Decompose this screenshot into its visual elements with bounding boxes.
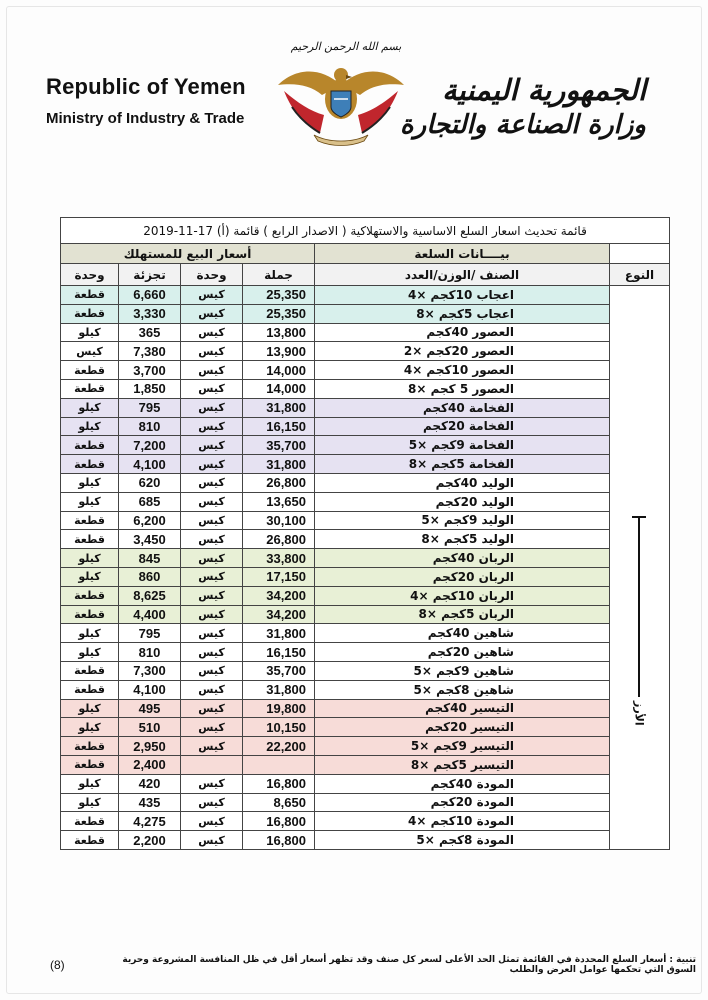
item-name-cell: الربان 40كجم xyxy=(315,549,610,568)
item-name-cell: التيسير 20كجم xyxy=(315,718,610,737)
retail-price-cell: 4,100 xyxy=(119,455,181,474)
unit-cell: قطعة xyxy=(61,661,119,680)
col-bulk-unit: وحدة xyxy=(181,264,243,286)
unit-cell: قطعة xyxy=(61,605,119,624)
col-item: الصنف /الوزن/العدد xyxy=(315,264,610,286)
retail-price-cell: 7,300 xyxy=(119,661,181,680)
wholesale-price-cell: 8,650 xyxy=(243,793,315,812)
wholesale-price-cell: 13,800 xyxy=(243,323,315,342)
wholesale-price-cell: 14,000 xyxy=(243,361,315,380)
item-name-cell: الوليد 40كجم xyxy=(315,473,610,492)
retail-price-cell: 7,200 xyxy=(119,436,181,455)
bulk-unit-cell: كيس xyxy=(181,549,243,568)
unit-cell: قطعة xyxy=(61,755,119,774)
wholesale-price-cell: 13,900 xyxy=(243,342,315,361)
wholesale-price-cell: 35,700 xyxy=(243,661,315,680)
bulk-unit-cell: كيس xyxy=(181,718,243,737)
item-name-cell: شاهين 20كجم xyxy=(315,643,610,662)
bulk-unit-cell: كيس xyxy=(181,323,243,342)
bulk-unit-cell: كيس xyxy=(181,361,243,380)
type-header-blank xyxy=(610,244,670,264)
item-name-cell: العصور 40كجم xyxy=(315,323,610,342)
table-row xyxy=(61,492,670,511)
retail-price-cell: 7,380 xyxy=(119,342,181,361)
item-name-cell: الربان 20كجم xyxy=(315,567,610,586)
unit-cell: كيلو xyxy=(61,699,119,718)
table-row xyxy=(61,379,670,398)
table-row xyxy=(61,342,670,361)
bulk-unit-cell: كيس xyxy=(181,680,243,699)
ministry-name-en: Ministry of Industry & Trade xyxy=(46,110,245,127)
basmala-text: بسم الله الرحمن الرحيم xyxy=(290,40,402,53)
wholesale-price-cell: 14,000 xyxy=(243,379,315,398)
retail-price-cell: 4,275 xyxy=(119,812,181,831)
bulk-unit-cell: كيس xyxy=(181,455,243,474)
unit-cell: كيلو xyxy=(61,492,119,511)
bulk-unit-cell: كيس xyxy=(181,831,243,850)
bulk-unit-cell: كيس xyxy=(181,398,243,417)
table-row xyxy=(61,549,670,568)
type-label xyxy=(624,516,654,726)
wholesale-price-cell: 25,350 xyxy=(243,286,315,305)
col-retail: تجزئة xyxy=(119,264,181,286)
header-arabic xyxy=(400,72,646,142)
retail-price-cell: 365 xyxy=(119,323,181,342)
unit-cell: كيس xyxy=(61,342,119,361)
retail-price-cell: 6,200 xyxy=(119,511,181,530)
unit-cell: قطعة xyxy=(61,511,119,530)
unit-cell: قطعة xyxy=(61,586,119,605)
item-name-cell: الوليد 9كجم ×5 xyxy=(315,511,610,530)
unit-cell: كيلو xyxy=(61,624,119,643)
item-name-cell: شاهين 40كجم xyxy=(315,624,610,643)
wholesale-price-cell: 19,800 xyxy=(243,699,315,718)
consumer-prices-header: أسعار البيع للمستهلك xyxy=(61,244,315,264)
unit-cell: قطعة xyxy=(61,286,119,305)
item-name-cell: التيسير 5كجم ×8 xyxy=(315,755,610,774)
item-name-cell: الفخامة 9كجم ×5 xyxy=(315,436,610,455)
bulk-unit-cell: كيس xyxy=(181,567,243,586)
group-header-row xyxy=(61,244,670,264)
unit-cell: قطعة xyxy=(61,304,119,323)
table-row xyxy=(61,473,670,492)
col-wholesale: جملة xyxy=(243,264,315,286)
col-unit: وحدة xyxy=(61,264,119,286)
wholesale-price-cell: 17,150 xyxy=(243,567,315,586)
bulk-unit-cell: كيس xyxy=(181,605,243,624)
commodity-data-header: بيــــانات السلعة xyxy=(315,244,610,264)
bulk-unit-cell: كيس xyxy=(181,286,243,305)
bulk-unit-cell: كيس xyxy=(181,304,243,323)
table-row xyxy=(61,774,670,793)
table-title: قائمة تحديث اسعار السلع الاساسية والاستهلاكية ( الاصدار الرابع ) قائمة (أ) 17-11-2019 xyxy=(61,218,670,244)
bulk-unit-cell: كيس xyxy=(181,774,243,793)
item-name-cell: اعجاب 5كجم ×8 xyxy=(315,304,610,323)
item-name-cell: المودة 20كجم xyxy=(315,793,610,812)
bulk-unit-cell: كيس xyxy=(181,511,243,530)
item-name-cell: اعجاب 10كجم ×4 xyxy=(315,286,610,305)
wholesale-price-cell: 26,800 xyxy=(243,473,315,492)
bulk-unit-cell: كيس xyxy=(181,793,243,812)
retail-price-cell: 2,400 xyxy=(119,755,181,774)
retail-price-cell: 3,700 xyxy=(119,361,181,380)
retail-price-cell: 795 xyxy=(119,398,181,417)
retail-price-cell: 6,660 xyxy=(119,286,181,305)
table-row xyxy=(61,455,670,474)
wholesale-price-cell: 34,200 xyxy=(243,586,315,605)
table-row xyxy=(61,624,670,643)
bulk-unit-cell: كيس xyxy=(181,812,243,831)
item-name-cell: شاهين 8كجم ×5 xyxy=(315,680,610,699)
unit-cell: كيلو xyxy=(61,398,119,417)
retail-price-cell: 810 xyxy=(119,417,181,436)
table-row xyxy=(61,812,670,831)
wholesale-price-cell: 16,800 xyxy=(243,812,315,831)
price-table xyxy=(60,217,670,850)
wholesale-price-cell: 31,800 xyxy=(243,398,315,417)
bulk-unit-cell xyxy=(181,755,243,774)
table-row xyxy=(61,417,670,436)
unit-cell: كيلو xyxy=(61,774,119,793)
item-name-cell: الفخامة 40كجم xyxy=(315,398,610,417)
wholesale-price-cell: 31,800 xyxy=(243,680,315,699)
wholesale-price-cell xyxy=(243,755,315,774)
retail-price-cell: 3,330 xyxy=(119,304,181,323)
item-name-cell: التيسير 9كجم ×5 xyxy=(315,737,610,756)
unit-cell: قطعة xyxy=(61,455,119,474)
ministry-name-ar: وزارة الصناعة والتجارة xyxy=(400,110,646,140)
wholesale-price-cell: 34,200 xyxy=(243,605,315,624)
table-row xyxy=(61,398,670,417)
retail-price-cell: 495 xyxy=(119,699,181,718)
table-row xyxy=(61,643,670,662)
item-name-cell: الوليد 20كجم xyxy=(315,492,610,511)
table-row xyxy=(61,304,670,323)
type-label-text: الأرز xyxy=(632,701,646,726)
retail-price-cell: 1,850 xyxy=(119,379,181,398)
bulk-unit-cell: كيس xyxy=(181,699,243,718)
wholesale-price-cell: 31,800 xyxy=(243,624,315,643)
retail-price-cell: 510 xyxy=(119,718,181,737)
item-name-cell: الفخامة 5كجم ×8 xyxy=(315,455,610,474)
wholesale-price-cell: 16,800 xyxy=(243,831,315,850)
unit-cell: قطعة xyxy=(61,737,119,756)
wholesale-price-cell: 26,800 xyxy=(243,530,315,549)
table-row xyxy=(61,605,670,624)
table-row xyxy=(61,436,670,455)
retail-price-cell: 435 xyxy=(119,793,181,812)
wholesale-price-cell: 10,150 xyxy=(243,718,315,737)
table-row xyxy=(61,680,670,699)
unit-cell: كيلو xyxy=(61,718,119,737)
table-row xyxy=(61,737,670,756)
item-name-cell: العصور 5 كجم ×8 xyxy=(315,379,610,398)
bulk-unit-cell: كيس xyxy=(181,586,243,605)
table-row xyxy=(61,586,670,605)
item-name-cell: الربان 10كجم ×4 xyxy=(315,586,610,605)
price-table-container xyxy=(60,217,669,850)
bulk-unit-cell: كيس xyxy=(181,379,243,398)
retail-price-cell: 845 xyxy=(119,549,181,568)
item-name-cell: المودة 10كجم ×4 xyxy=(315,812,610,831)
retail-price-cell: 620 xyxy=(119,473,181,492)
unit-cell: قطعة xyxy=(61,530,119,549)
wholesale-price-cell: 30,100 xyxy=(243,511,315,530)
bulk-unit-cell: كيس xyxy=(181,530,243,549)
item-name-cell: المودة 40كجم xyxy=(315,774,610,793)
unit-cell: قطعة xyxy=(61,812,119,831)
table-row xyxy=(61,699,670,718)
bulk-unit-cell: كيس xyxy=(181,492,243,511)
table-row xyxy=(61,755,670,774)
wholesale-price-cell: 22,200 xyxy=(243,737,315,756)
unit-cell: قطعة xyxy=(61,436,119,455)
table-row xyxy=(61,361,670,380)
retail-price-cell: 4,400 xyxy=(119,605,181,624)
bulk-unit-cell: كيس xyxy=(181,624,243,643)
item-name-cell: التيسير 40كجم xyxy=(315,699,610,718)
wholesale-price-cell: 33,800 xyxy=(243,549,315,568)
wholesale-price-cell: 16,150 xyxy=(243,417,315,436)
type-cell xyxy=(610,286,670,850)
country-name-ar: الجمهورية اليمنية xyxy=(442,73,646,107)
national-emblem-icon xyxy=(274,55,408,151)
unit-cell: كيلو xyxy=(61,793,119,812)
table-row xyxy=(61,530,670,549)
retail-price-cell: 2,200 xyxy=(119,831,181,850)
unit-cell: كيلو xyxy=(61,473,119,492)
unit-cell: قطعة xyxy=(61,361,119,380)
unit-cell: قطعة xyxy=(61,831,119,850)
unit-cell: كيلو xyxy=(61,567,119,586)
wholesale-price-cell: 25,350 xyxy=(243,304,315,323)
retail-price-cell: 685 xyxy=(119,492,181,511)
wholesale-price-cell: 16,150 xyxy=(243,643,315,662)
wholesale-price-cell: 16,800 xyxy=(243,774,315,793)
item-name-cell: شاهين 9كجم ×5 xyxy=(315,661,610,680)
item-name-cell: الفخامة 20كجم xyxy=(315,417,610,436)
retail-price-cell: 420 xyxy=(119,774,181,793)
bulk-unit-cell: كيس xyxy=(181,342,243,361)
table-row xyxy=(61,511,670,530)
bulk-unit-cell: كيس xyxy=(181,417,243,436)
bulk-unit-cell: كيس xyxy=(181,737,243,756)
item-name-cell: المودة 8كجم ×5 xyxy=(315,831,610,850)
wholesale-price-cell: 31,800 xyxy=(243,455,315,474)
unit-cell: قطعة xyxy=(61,680,119,699)
type-bracket-line xyxy=(638,518,640,697)
bulk-unit-cell: كيس xyxy=(181,661,243,680)
item-name-cell: الوليد 5كجم ×8 xyxy=(315,530,610,549)
table-row xyxy=(61,567,670,586)
retail-price-cell: 8,625 xyxy=(119,586,181,605)
item-name-cell: الربان 5كجم ×8 xyxy=(315,605,610,624)
item-name-cell: العصور 20كجم ×2 xyxy=(315,342,610,361)
retail-price-cell: 810 xyxy=(119,643,181,662)
footer-note: تنبية : أسعار السلع المحددة في القائمة تمثل الحد الأعلى لسعر كل صنف وقد تظهر أسعار أقل في ظل المنافسة المشروعة وحرية السوق التي تحكمها عوامل العرض والطلب xyxy=(122,955,696,975)
table-row xyxy=(61,718,670,737)
unit-cell: كيلو xyxy=(61,417,119,436)
column-header-row xyxy=(61,264,670,286)
country-name-en: Republic of Yemen xyxy=(46,74,246,99)
retail-price-cell: 3,450 xyxy=(119,530,181,549)
unit-cell: قطعة xyxy=(61,379,119,398)
retail-price-cell: 795 xyxy=(119,624,181,643)
header-english xyxy=(46,74,246,127)
table-row xyxy=(61,831,670,850)
unit-cell: كيلو xyxy=(61,643,119,662)
page-number: (8) xyxy=(50,958,65,972)
bulk-unit-cell: كيس xyxy=(181,473,243,492)
col-type: النوع xyxy=(610,264,670,286)
unit-cell: كيلو xyxy=(61,323,119,342)
item-name-cell: العصور 10كجم ×4 xyxy=(315,361,610,380)
wholesale-price-cell: 13,650 xyxy=(243,492,315,511)
table-row xyxy=(61,793,670,812)
table-row xyxy=(61,661,670,680)
unit-cell: كيلو xyxy=(61,549,119,568)
retail-price-cell: 4,100 xyxy=(119,680,181,699)
bulk-unit-cell: كيس xyxy=(181,436,243,455)
retail-price-cell: 2,950 xyxy=(119,737,181,756)
table-row xyxy=(61,323,670,342)
retail-price-cell: 860 xyxy=(119,567,181,586)
table-row xyxy=(61,286,670,305)
table-title-row xyxy=(61,218,670,244)
bulk-unit-cell: كيس xyxy=(181,643,243,662)
wholesale-price-cell: 35,700 xyxy=(243,436,315,455)
